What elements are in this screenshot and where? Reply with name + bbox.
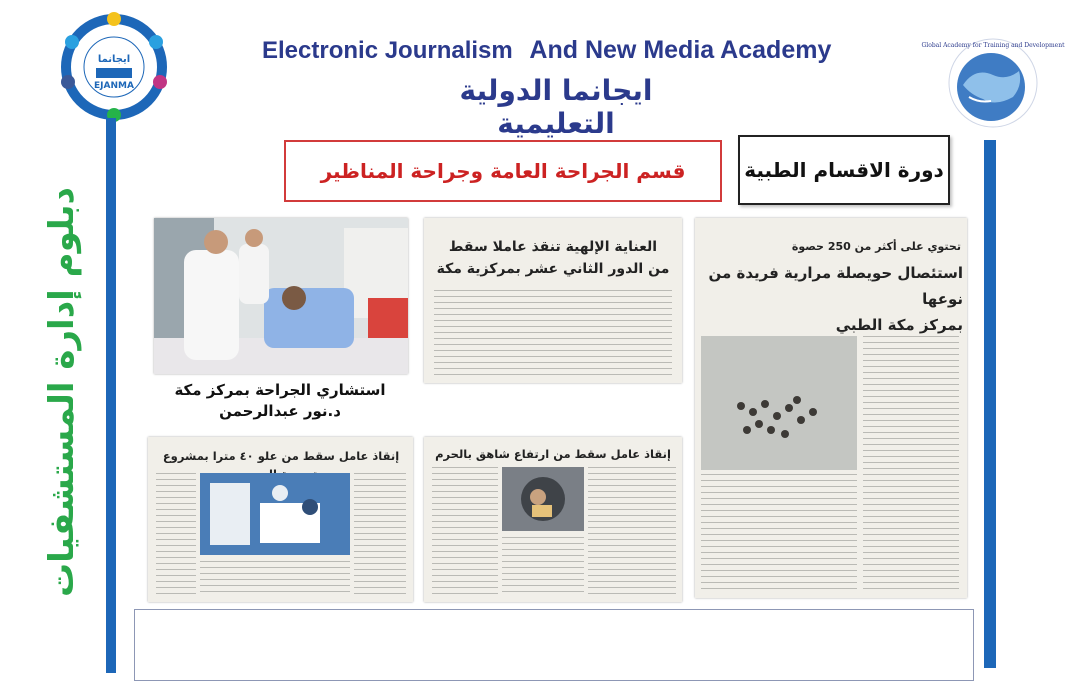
clip4-photo — [200, 473, 350, 555]
logo-right-text: Global Academy for Training and Development — [921, 42, 1065, 49]
page-title-en — [262, 36, 831, 65]
gallstones-photo — [701, 336, 857, 470]
newspaper-clipping-fall-haram — [424, 437, 682, 602]
clip5-photo — [502, 467, 584, 531]
left-blue-bar — [106, 118, 116, 673]
newspaper-clipping-gallbladder — [695, 218, 967, 598]
photo-caption — [155, 380, 405, 422]
logo-left-text-top: ايجانما — [97, 54, 131, 65]
newspaper-clipping-fall-12th-floor — [424, 218, 682, 383]
department-box: قسم الجراحة العامة وجراحة المناظير — [284, 140, 722, 202]
clip2-headline-line1: العناية الإلهية تنقذ عاملا سقط — [448, 239, 658, 255]
title-en-part2: And New Media Academy — [529, 36, 832, 64]
clip5-headline: إنقاذ عامل سقط من ارتفاع شاهق بالحرم — [435, 447, 671, 461]
photo-caption-line2: د.نور عبدالرحمن — [219, 402, 341, 420]
bottom-empty-box — [134, 609, 974, 681]
newspaper-clipping-fall-40-meters — [148, 437, 413, 602]
course-box: دورة الاقسام الطبية — [738, 135, 950, 205]
photo-caption-line1: استشاري الجراحة بمركز مكة — [174, 381, 386, 399]
clip2-headline-line2: من الدور الثاني عشر بمركزية مكة — [436, 261, 670, 277]
global-academy-logo — [921, 35, 1065, 130]
hospital-photo — [154, 218, 408, 374]
clip4-headline: إنقاذ عامل سقط من علو ٤٠ مترا بمشروع — [162, 449, 400, 463]
side-vertical-title: دبلوم إدارة المستشفيات — [42, 187, 82, 597]
logo-left-text-bottom: EJANMA — [94, 81, 134, 91]
clip3-subhead: تحتوي على أكثر من 250 حصوة — [791, 240, 961, 253]
clip3-headline-line1: استئصال حويصلة مرارية فريدة من نوعها — [708, 264, 963, 308]
clip3-headline-line2: بمركز مكة الطبي — [835, 316, 963, 334]
ejanma-logo — [50, 12, 178, 122]
page-title-ar: ايجانما الدولية التعليمية — [459, 74, 653, 140]
right-blue-bar — [984, 140, 996, 668]
title-en-part1: Electronic Journalism — [262, 37, 513, 64]
